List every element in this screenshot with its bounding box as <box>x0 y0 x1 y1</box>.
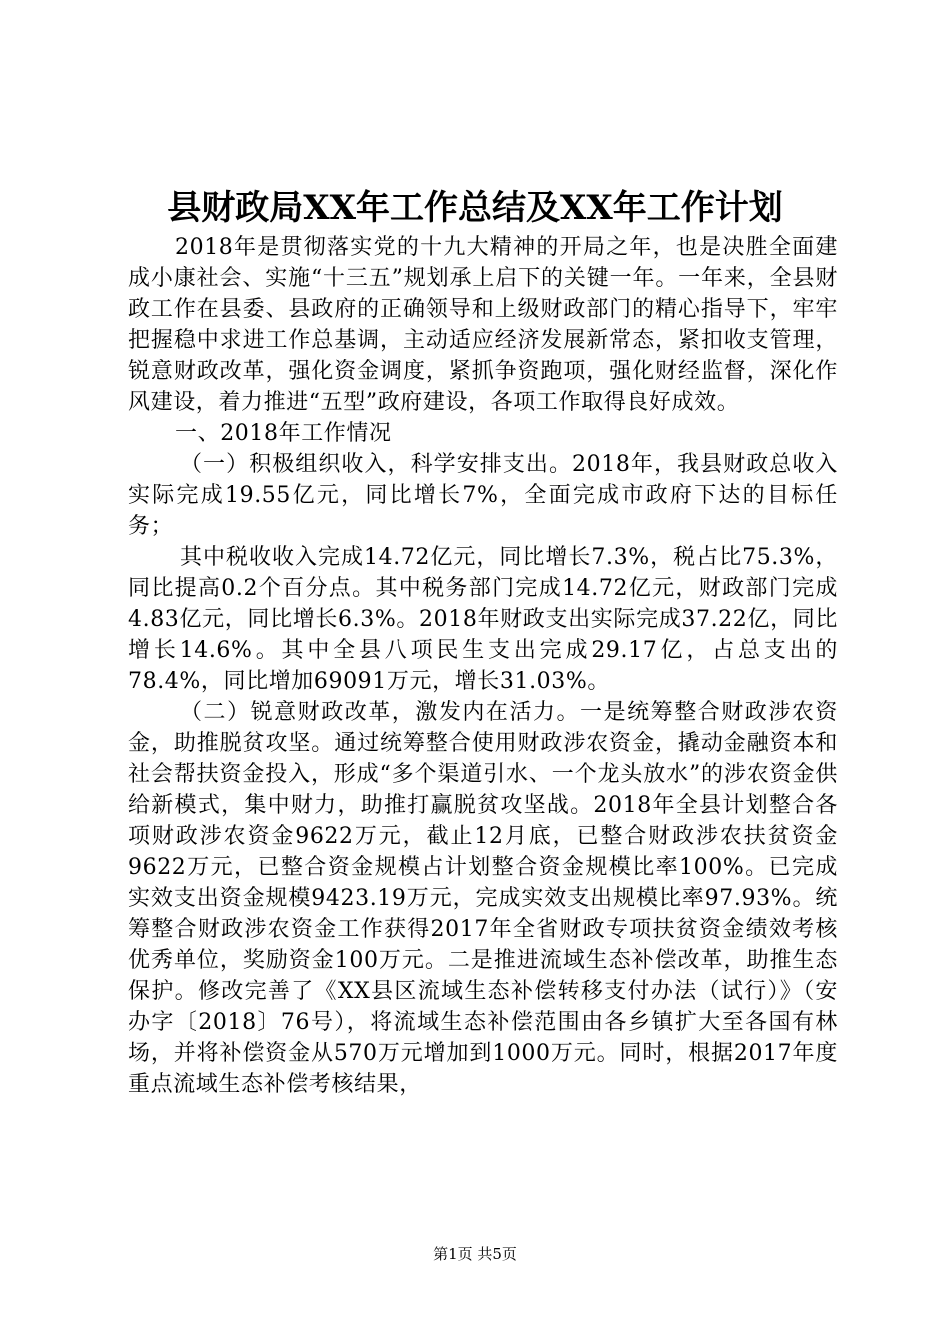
document-title: 县财政局XX年工作总结及XX年工作计划 <box>167 188 783 228</box>
section-heading: 一、2018年工作情况 <box>175 421 392 446</box>
paragraph-tax: 其中税收收入完成14.72亿元，同比增长7.3%，税占比75.3%，同比提高0.2个百分点。其中税务部门完成14.72亿元，财政部门完成4.83亿元，同比增长6.3%。2018年财政支出实际完成37.22亿，同比增长14.6%。其中全县八项民生支出完成29.17亿，占总支出的78.4%，同比增加69091万元，增长31.03%。 <box>128 545 838 694</box>
page-number-footer: 第1页 共5页 <box>433 1245 517 1263</box>
document-body <box>128 232 838 1100</box>
paragraph-revenue: （一）积极组织收入，科学安排支出。2018年，我县财政总收入实际完成19.55亿元，同比增长7%，全面完成市政府下达的目标任务； <box>128 452 838 539</box>
paragraph-reform: （二）锐意财政改革，激发内在活力。一是统筹整合财政涉农资金，助推脱贫攻坚。通过统筹整合使用财政涉农资金，撬动金融资本和社会帮扶资金投入，形成“多个渠道引水、一个龙头放水”的涉农资金供给新模式，集中财力，助推打赢脱贫攻坚战。2018年全县计划整合各项财政涉农资金9622万元，截止12月底，已整合财政涉农扶贫资金9622万元，已整合资金规模占计划整合资金规模比率100%。已完成实效支出资金规模9423.19万元，完成实效支出规模比率97.93%。统筹整合财政涉农资金工作获得2017年全省财政专项扶贫资金绩效考核优秀单位，奖励资金100万元。二是推进流域生态补偿改革，助推生态保护。修改完善了《XX县区流域生态补偿转移支付办法（试行）》（安办字〔2018〕76号），将流域生态补偿范围由各乡镇扩大至各国有林场，并将补偿资金从570万元增加到1000万元。同时，根据2017年度重点流域生态补偿考核结果， <box>128 700 838 1097</box>
paragraph-intro: 2018年是贯彻落实党的十九大精神的开局之年，也是决胜全面建成小康社会、实施“十三五”规划承上启下的关键一年。一年来，全县财政工作在县委、县政府的正确领导和上级财政部门的精心指导下，牢牢把握稳中求进工作总基调，主动适应经济发展新常态，紧扣收支管理，锐意财政改革，强化资金调度，紧抓争资跑项，强化财经监督，深化作风建设，着力推进“五型”政府建设，各项工作取得良好成效。 <box>128 235 838 415</box>
